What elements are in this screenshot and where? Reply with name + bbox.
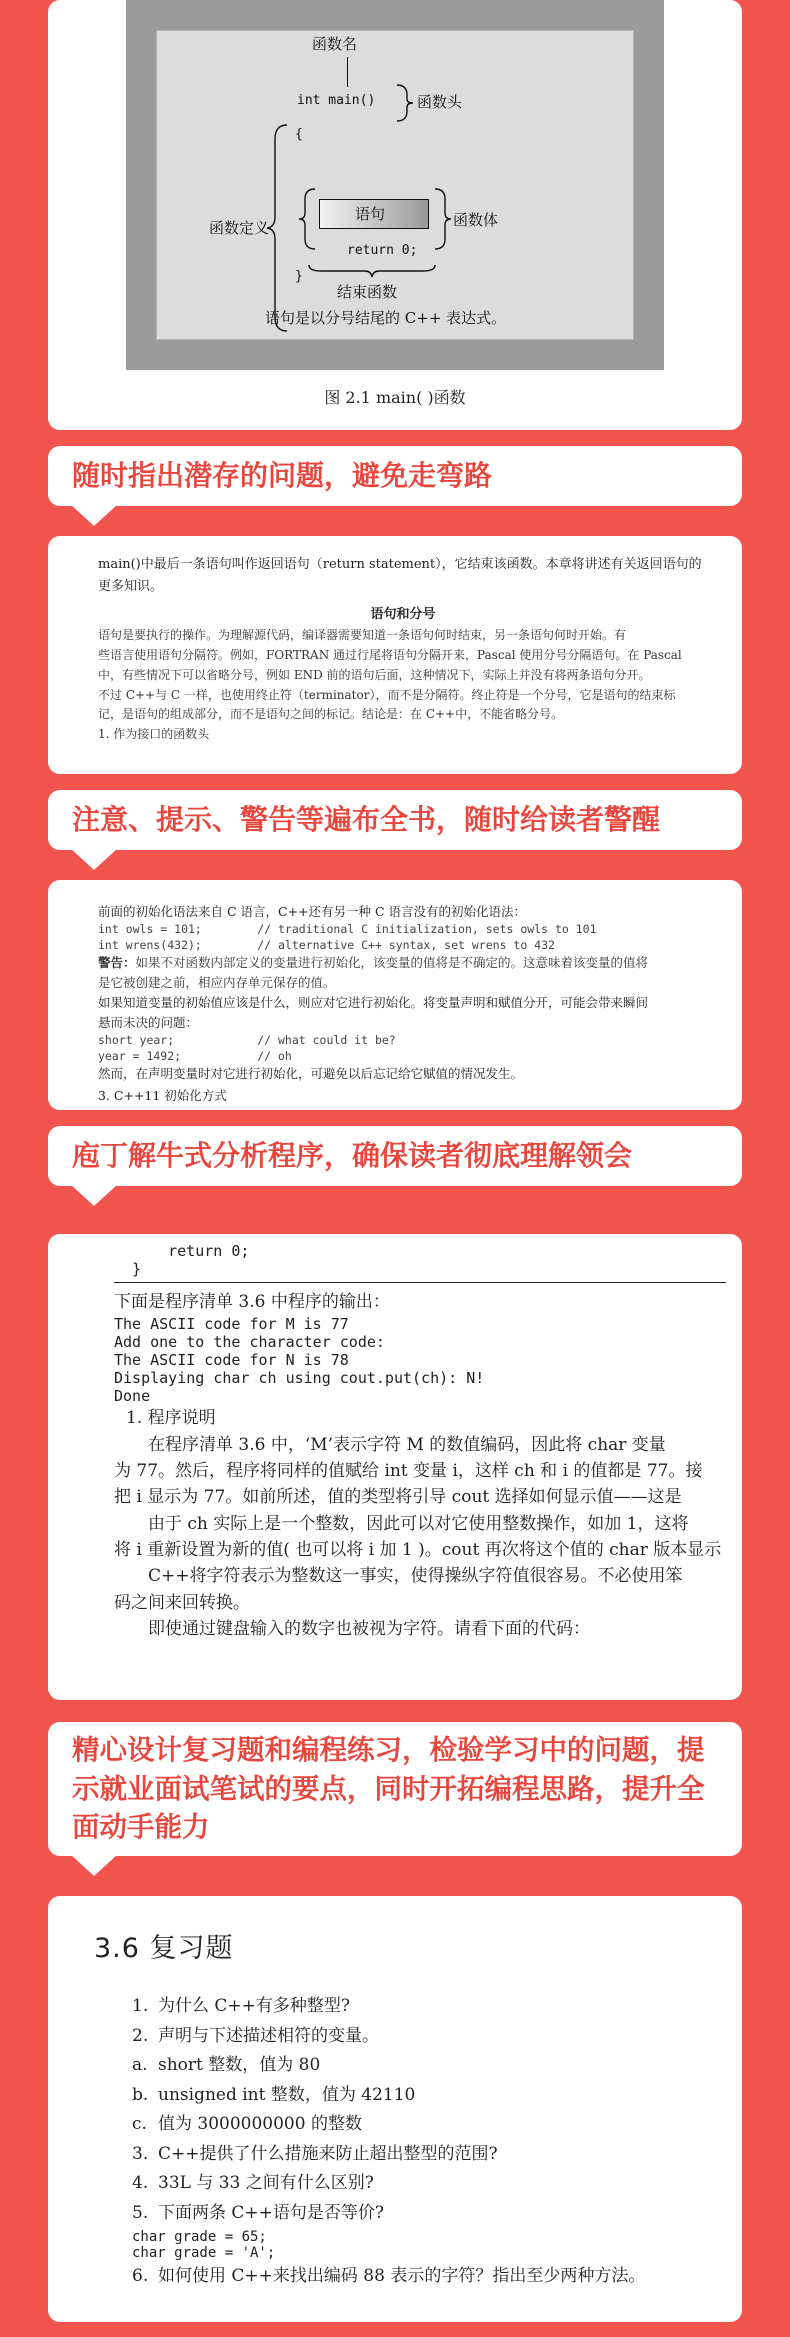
text-line: 如果知道变量的初始值应该是什么，则应对它进行初始化。将变量声明和赋值分开，可能会带来瞬间 bbox=[98, 995, 649, 1011]
review-item: 6. 如何使用 C++来找出编码 88 表示的字符？指出至少两种方法。 bbox=[132, 2266, 646, 2287]
code-line: int wrens(432); // alternative C++ syntax, set wrens to 432 bbox=[98, 937, 555, 952]
function-diagram bbox=[126, 0, 664, 370]
divider bbox=[114, 1282, 726, 1283]
callout-pitfalls bbox=[48, 446, 742, 506]
review-item: a. short 整数，值为 80 bbox=[132, 2055, 321, 2076]
text-line: 把 i 显示为 77。如前所述，值的类型将引导 cout 选择如何显示值——这是 bbox=[114, 1487, 682, 1508]
text-line: 然而，在声明变量时对它进行初始化，可避免以后忘记给它赋值的情况发生。 bbox=[98, 1066, 524, 1082]
body-line: 些语言使用语句分隔符。例如，FORTRAN 通过行尾将语句分隔开来，Pascal 使用分号分隔语句。在 Pascal bbox=[98, 648, 682, 663]
code-line: } bbox=[132, 1260, 142, 1278]
header-brace bbox=[395, 83, 415, 123]
body-line: 中，有些情况下可以省略分号，例如 END 前的语句后面，这种情况下，实际上并没有将两条语句分开。 bbox=[98, 667, 651, 682]
callout-warnings bbox=[48, 790, 742, 850]
output-line: Add one to the character code: bbox=[114, 1333, 385, 1352]
code-line: year = 1492; // oh bbox=[98, 1048, 292, 1063]
warning-text: 如果不对函数内部定义的变量进行初始化，该变量的值将是不确定的。这意味着该变量的值将 bbox=[135, 955, 649, 971]
text-line: 下面是程序清单 3.6 中程序的输出： bbox=[114, 1292, 390, 1312]
review-questions bbox=[48, 1896, 742, 2322]
next-section: 3. C++11 初始化方式 bbox=[98, 1088, 227, 1104]
excerpt-initialization bbox=[48, 880, 742, 1110]
callout-text: 精心设计复习题和编程练习，检验学习中的问题，提示就业面试笔试的要点，同时开拓编程思路，提升全面动手能力 bbox=[72, 1734, 705, 1844]
review-item: 5. 下面两条 C++语句是否等价? bbox=[132, 2203, 385, 2224]
warning-text: 是它被创建之前，相应内存单元保存的值。 bbox=[98, 975, 336, 991]
code-close-brace: } bbox=[295, 269, 303, 284]
output-line: Done bbox=[114, 1387, 151, 1406]
label-statement: 语句 bbox=[355, 205, 386, 223]
label-end-function: 结束函数 bbox=[337, 283, 398, 301]
label-function-header: 函数头 bbox=[417, 93, 463, 111]
text-line: 将 i 重新设置为新的值( 也可以将 i 加 1 )。cout 再次将这个值的 char 版本显示 bbox=[114, 1540, 722, 1561]
text-line: 即使通过键盘输入的数字也被视为字符。请看下面的代码： bbox=[148, 1619, 590, 1640]
review-title: 3.6 复习题 bbox=[94, 1933, 234, 1964]
code-return: return 0; bbox=[347, 243, 418, 258]
text-line: 由于 ch 实际上是一个整数，因此可以对它使用整数操作，如加 1，这将 bbox=[148, 1513, 689, 1534]
end-function-brace bbox=[307, 263, 437, 279]
excerpt-return-statement bbox=[48, 536, 742, 774]
callout-text: 随时指出潜存的问题，避免走弯路 bbox=[72, 458, 493, 492]
label-function-definition: 函数定义 bbox=[209, 219, 270, 237]
callout-text: 庖丁解牛式分析程序，确保读者彻底理解领会 bbox=[72, 1138, 633, 1172]
text-line: 为 77。然后，程序将同样的值赋给 int 变量 i，这样 ch 和 i 的值都是 77。接 bbox=[114, 1461, 703, 1482]
output-line: Displaying char ch using cout.put(ch): N! bbox=[114, 1369, 485, 1388]
code-line: return 0; bbox=[132, 1242, 250, 1260]
next-section: 1. 作为接口的函数头 bbox=[98, 727, 210, 742]
code-line: char grade = 'A'; bbox=[132, 2245, 276, 2262]
figure-caption: 图 2.1 main( )函数 bbox=[324, 388, 466, 407]
body-line: 记，是语句的组成部分，而不是语句之间的标记。结论是：在 C++中，不能省略分号。 bbox=[98, 707, 564, 722]
body-line: 语句是要执行的操作。为理解源代码，编译器需要知道一条语句何时结束，另一条语句何时开始。有 bbox=[98, 628, 627, 643]
section-heading: 1. 程序说明 bbox=[126, 1408, 216, 1429]
output-line: The ASCII code for M is 77 bbox=[114, 1315, 349, 1334]
excerpt-program-output bbox=[48, 1234, 742, 1700]
code-header: int main() bbox=[297, 93, 376, 108]
callout-text: 注意、提示、警告等遍布全书，随时给读者警醒 bbox=[72, 802, 661, 836]
text-line: C++将字符表示为整数这一事实，使得操纵字符值很容易。不必使用笨 bbox=[148, 1566, 683, 1587]
output-line: The ASCII code for N is 78 bbox=[114, 1351, 349, 1370]
code-line: int owls = 101; // traditional C initialization, sets owls to 101 bbox=[98, 922, 597, 936]
text-line: 码之间来回转换。 bbox=[114, 1592, 250, 1613]
body-brace-left bbox=[297, 187, 317, 251]
review-item: 4. 33L 与 33 之间有什么区别? bbox=[132, 2173, 374, 2194]
intro-line: 更多知识。 bbox=[98, 579, 164, 595]
figure-card bbox=[48, 0, 742, 430]
text-line: 在程序清单 3.6 中，‘M’表示字符 M 的数值编码，因此将 char 变量 bbox=[148, 1434, 666, 1455]
code-line: short year; // what could it be? bbox=[98, 1033, 396, 1048]
text-line: 前面的初始化语法来自 C 语言，C++还有另一种 C 语言没有的初始化语法： bbox=[98, 904, 527, 919]
review-item: 2. 声明与下述描述相符的变量。 bbox=[132, 2025, 379, 2046]
review-item: 3. C++提供了什么措施来防止超出整型的范围? bbox=[132, 2143, 498, 2164]
text-line: 悬而未决的问题： bbox=[98, 1015, 199, 1031]
warning-label: 警告： bbox=[98, 955, 136, 971]
sidebar-heading: 语句和分号 bbox=[370, 607, 436, 623]
callout-analysis bbox=[48, 1126, 742, 1186]
body-line: 不过 C++与 C 一样，也使用终止符（terminator），而不是分隔符。终止符是一个分号，它是语句的结束标 bbox=[98, 687, 676, 702]
label-function-body: 函数体 bbox=[453, 211, 499, 229]
review-item: 1. 为什么 C++有多种整型? bbox=[132, 1996, 351, 2016]
review-item: c. 值为 3000000000 的整数 bbox=[132, 2114, 362, 2135]
callout-exercises bbox=[48, 1722, 742, 1856]
code-line: char grade = 65; bbox=[132, 2228, 267, 2245]
intro-line: main()中最后一条语句叫作返回语句（return statement），它结束该函数。本章将讲述有关返回语句的 bbox=[98, 557, 702, 572]
code-open-brace: { bbox=[295, 127, 303, 142]
review-item: b. unsigned int 整数，值为 42110 bbox=[132, 2084, 416, 2105]
figure-note: 语句是以分号结尾的 C++ 表达式。 bbox=[265, 309, 507, 327]
body-brace-right bbox=[433, 187, 453, 251]
label-function-name: 函数名 bbox=[312, 35, 358, 53]
